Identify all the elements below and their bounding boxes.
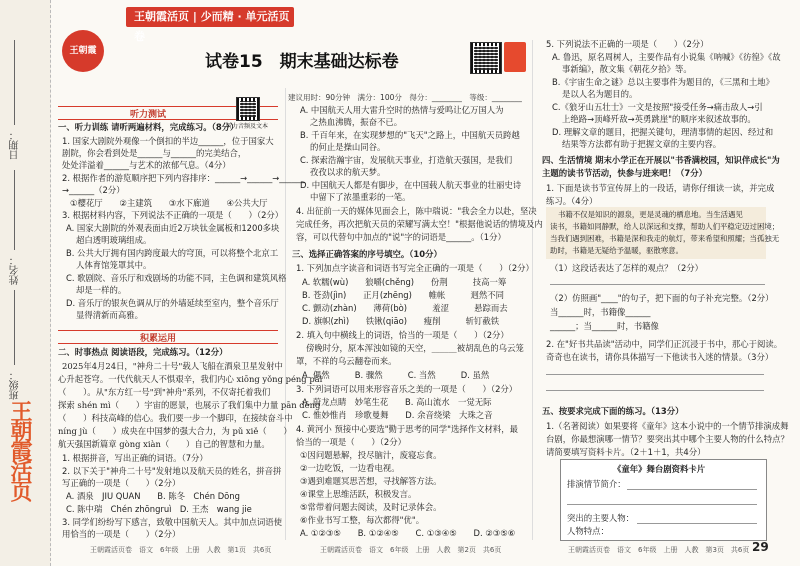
option-d-cont: 结果等方法都有助于把握文章的主要内容。 — [562, 139, 722, 149]
passage-line: 书籍不仅是知识的源泉，更是灵魂的栖息地。当生活遇见 — [558, 210, 743, 219]
card-field-label: 排演情节简介： — [567, 479, 626, 489]
question-text: 用恰当的一项是（ ）（2分） — [62, 529, 181, 539]
qr-code-icon[interactable] — [470, 42, 502, 74]
question-text: （1）这段话表达了怎样的观点？（2分） — [550, 263, 704, 273]
passage-line: 2025年4月24日，"神舟二十号"载人飞船在酒泉卫星发射中 — [62, 361, 283, 371]
question-sentence: 罩，不祥的乌云翻卷而来。 — [296, 356, 397, 366]
name-label: 姓名： — [10, 255, 21, 285]
banner-brand2: 活页 — [167, 10, 189, 23]
list-item: ③遇到难题冥思苦想，寻找解答方法。 — [300, 476, 442, 486]
section-heading-accumulation: 积累运用 — [140, 334, 177, 344]
option-c: C.《狼牙山五壮士》一文是按照"接受任务→痛击敌人→引 — [552, 102, 763, 112]
question-text: 奇奇也在读书，请你具体描写一下他读书入迷的情景。（3分） — [546, 352, 774, 362]
option-a: A. 国家大剧院的外观表面由近2万块钛金属板和1200多块 — [66, 223, 280, 233]
question-text: 2. 以下关于"神舟二十号"发射地以及航天员的姓名，拼音拼 — [62, 466, 282, 476]
qr-tag-icon — [504, 42, 526, 72]
question-text: 2. 填入句中横线上的词语，恰当的一项是（ ）（2分） — [296, 330, 509, 340]
question-text: 处处洋溢着______与艺术的浓郁气息。（4分） — [62, 160, 231, 170]
option-row: C. 惟妙惟肖 珍歌曼舞 D. 余音绕梁 大珠之音 — [302, 410, 493, 420]
answer-line[interactable] — [546, 374, 764, 375]
option-a: A. 软糯(wù) 狼嚼(chěng) 份荆 技高一筹 — [302, 277, 507, 287]
audio-qr-icon[interactable] — [236, 97, 260, 121]
option-a-cont: 超白透明玻璃组成。 — [76, 235, 152, 245]
question-text: 剧院，你会看到处是______与______的完美结合， — [62, 148, 247, 158]
passage-line: （ ）科技高峰的信心。我们要一步一个脚印，在接续奋斗中 — [58, 413, 293, 423]
question-text: 台剧，你最想演哪一情节？要突出其中哪个主要人物的什么特点？ — [546, 434, 789, 444]
date-line — [14, 40, 15, 125]
option-d: D. 中国航天人都是有脚步，在中国载人航天事业的壮丽史诗 — [300, 180, 522, 190]
option-row: A. 偶然 B. 骤然 C. 当然 D. 虽然 — [302, 370, 490, 380]
option-row: A. ①②③⑤ B. ①②④⑤ C. ①③④⑤ D. ②③⑤⑥ — [300, 528, 516, 538]
passage-line: 心升起苍穹。一代代航天人不惧艰辛，我们内心 xiōng yǒng péng pài — [58, 374, 323, 384]
list-item: ①因问题悬解，投尽脑汁，废寝忘食。 — [300, 450, 442, 460]
card-field-label: 突出的主要人物： — [567, 513, 634, 523]
option-d: D. 理解文章的题目，把握关键句，理清事情的起因、经过和 — [552, 127, 774, 137]
list-item: ⑤常带着问题去阅读，及时记录体会。 — [300, 502, 442, 512]
question-text: 3. 根据材料内容，下列说法不正确的一项是（ ）（2分） — [62, 210, 284, 220]
option-c: C. 探索浩瀚宇宙，发展航天事业，打造航天强国，是我们 — [300, 155, 513, 165]
question-text: 1. 下列加点字读音和词语书写完全正确的一项是（ ）（2分） — [296, 263, 534, 273]
question-text: 1. 下面是读书节宣传屏上的一段话，请你仔细读一读，并完成 — [546, 183, 775, 193]
option-c: C. 颤动(zhàn) 薄荷(bò) 羞涩 悬踪而去 — [302, 303, 508, 313]
passage-line: （ ）。从"东方红一号"到"神舟"系列，不仅寄托着我们 — [58, 387, 271, 397]
passage-line: 当我们遇到困难，书籍是深和我走的航灯，带来希望和照耀；当孤独无 — [550, 234, 780, 243]
info-card — [560, 459, 767, 541]
question-text: 1. 根据拼音，写出正确的词语。（7分） — [62, 453, 208, 463]
option-row: C. 陈中瑞 Chén zhōngruì D. 王杰 wang jie — [66, 504, 252, 514]
option-a: A. 中国航天人用大雷升空时的热情与爱鸣让亿万国人为 — [300, 105, 504, 115]
option-c: C. 歌剧院、音乐厅和戏剧场的功能不同，主色调和建筑风格 — [66, 273, 287, 283]
class-label: 班级： — [10, 370, 21, 400]
section-heading-life: 四、生活情境 期末小学正在开展以"书香满校园，知识伴成长"为 — [542, 155, 780, 165]
question-heading: 二、时事热点 阅读语段，完成练习。（12分） — [58, 347, 228, 357]
question-text: 写正确的一项是（ ）（2分） — [62, 478, 181, 488]
page-footer: 王朝霞活页卷 语文 6年级 上册 人教 第1页 共6页 — [90, 546, 272, 554]
question-text: →______（2分） — [62, 185, 125, 195]
card-field-label: 人物特点： — [567, 526, 609, 536]
column-divider — [285, 88, 286, 540]
page-footer: 王朝霞活页卷 语文 6年级 上册 人教 第2页 共6页 — [320, 546, 502, 554]
option-c-cont: 上绝路→顶峰歼敌→英勇跳崖"的顺序来叙述故事的。 — [562, 114, 756, 124]
list-item: ②一边吃饭，一边看电视。 — [300, 463, 400, 473]
section-heading-listening: 听力测试 — [130, 110, 167, 120]
option-c-cont: 却是一样的。 — [76, 285, 127, 295]
option-b: B. 公共大厅拥有国内跨度最大的穹顶，可以将整个北京工 — [66, 248, 279, 258]
brand-seal-logo: 王朝霞 — [62, 30, 104, 72]
option-b-cont: 的何止是操山同谷。 — [310, 142, 386, 152]
date-label: 日期： — [10, 130, 21, 160]
class-line — [14, 290, 15, 365]
option-b-cont: 是以人名为题目的。 — [562, 89, 638, 99]
passage-line: níng jù（ ）成央在中国梦的强大合力，为 pǔ xiě（ ） — [58, 426, 292, 436]
column-divider — [532, 40, 533, 540]
question-heading: 一、听力训练 请听两遍材料，完成练习。（8分） — [58, 122, 239, 132]
question-text: 请简要填写资料卡片。（2＋1＋1，共4分） — [546, 447, 706, 457]
question-text: 4. 出征前一天的媒体见面会上，陈中瑞说："我会全力以赴，坚决 — [296, 206, 537, 216]
option-a: A. 鲁迅，原名周树人，主要作品有小说集《呐喊》《彷徨》《故 — [552, 52, 781, 62]
section-heading-life-cont: 主题的读书节活动，快参与进来吧！（7分） — [542, 168, 707, 178]
question-sentence: 傍晚时分，原本浑浊如镜的天空，______被胡乱色的乌云笼 — [306, 343, 524, 353]
banner-brand: 王朝霞 — [134, 10, 167, 23]
question-text: 恰当的一项是（ ）（2分） — [296, 437, 407, 447]
question-text: 2. 根据作者的游览顺序把下列内容排序：______→______→______ — [62, 173, 305, 183]
question-text: 完成任务，再次把航天员的荣耀写满太空！"根据他说话的情境及内 — [296, 219, 543, 229]
question-text: 容，可以代替句中加点的"说"字的词语是______。（1分） — [296, 232, 506, 242]
option-c-cont: 孜孜以求的航天梦。 — [310, 167, 386, 177]
question-text: 1. 国家大剧院外观像一个倒扣的半边______，位于国家大 — [62, 136, 274, 146]
list-item: ④课堂上思维活跃，积极发言。 — [300, 489, 417, 499]
question-text: （2）仿照画"____"的句子，把下面的句子补充完整。（2分） — [550, 293, 774, 303]
fill-in-line[interactable]: ______；当______时，书籍像 — [550, 321, 659, 331]
option-a-cont: 之热血沸腾，振奋不已。 — [310, 117, 403, 127]
option-b-cont: 人体育馆笼罩其中。 — [76, 260, 152, 270]
option-d: D. 音乐厅的银灰色调从厅的外墙延续至室内，整个音乐厅 — [66, 298, 279, 308]
passage-line: 探索 shén mì（ ）宇宙的愿景，也展示了我们集中力量 pān dēng — [58, 400, 321, 410]
question-text: 3. 同学们纷纷写下感言，致敬中国航天人。其中加点词语使 — [62, 517, 283, 527]
question-options: ①樱花厅 ②主建筑 ③水下廊道 ④公共大厅 — [70, 198, 268, 208]
card-input-line[interactable] — [567, 504, 757, 505]
card-title: 《童年》舞台剧资料卡片 — [613, 464, 706, 474]
question-text: 1.（名著阅读）如果要将《童年》这本小说中的一个情节排演成舞 — [546, 421, 789, 431]
name-line — [14, 170, 15, 250]
card-input-line[interactable] — [637, 523, 757, 524]
page-number: 29 — [752, 540, 769, 554]
passage-line: 助时，书籍是无疑给予温暖，驱散寒意。 — [550, 246, 684, 255]
option-a-cont: 事新编》，散文集《朝花夕拾》等。 — [562, 64, 692, 74]
option-b: B. 千百年来，在实现梦想的"飞天"之路上，中国航天员跨越 — [300, 130, 520, 140]
answer-line[interactable] — [546, 390, 764, 391]
option-b: B.《宇宙生命之谜》总以主要事件为题目的，《三黑和土地》 — [552, 77, 774, 87]
option-row: A. 酒泉 JIU QUAN B. 陈冬 Chén Dōng — [66, 491, 240, 501]
question-text: 5. 下列说法不正确的一项是（ ）（2分） — [546, 39, 709, 49]
question-text: 4. 黄河小 预接中心要选"勤于思考的同学"选择作文材料，最 — [296, 424, 519, 434]
exam-info-bar: 建议用时：90分钟 满分：100分 得分：________ 等级：________ — [288, 93, 522, 102]
exam-title: 试卷15 期末基础达标卷 — [205, 52, 399, 72]
section-heading-choice: 三、选择正确答案的序号填空。（10分） — [292, 249, 442, 259]
option-d: D. 旗帜(zhì) 铁锹(qiāo) 瘦削 斩钉截铁 — [302, 316, 500, 326]
option-row: A. 蔚龙点睛 妙笔生花 B. 高山流水 一觉无际 — [302, 397, 492, 407]
option-b: B. 苍劲(jìn) 正月(zhēng) 帷帐 迥然不同 — [302, 290, 504, 300]
card-input-line[interactable] — [627, 489, 757, 490]
question-text: 2. 在"好书共品读"活动中，同学们正沉浸于书中，那心于阅读。 — [546, 339, 783, 349]
list-item: ⑥作业书写工整，每次都得"优"。 — [300, 515, 425, 525]
banner-series: 少而精 · 单元活页卷 — [134, 10, 290, 43]
question-text: 3. 下列词语可以用来形容音乐之美的一项是（ ）（2分） — [296, 384, 518, 394]
passage-line: 航天强国新篇章 gòng xiàn（ ）自己的智慧和力量。 — [58, 439, 270, 449]
answer-line[interactable] — [550, 284, 765, 285]
section-heading-exercise: 五、按要求完成下面的练习。（13分） — [542, 406, 684, 416]
option-d-cont: 显得清新而高雅。 — [76, 310, 143, 320]
left-binding-margin — [0, 0, 51, 566]
brand-vertical-logo: 王朝霞活页 — [7, 400, 33, 500]
passage-line: 读书，书籍如同静默，给人以深远和支撑，帮助人们平稳定迈过困境； — [550, 222, 780, 231]
page-footer: 王朝霞活页卷 语文 6年级 上册 人教 第3页 共6页 — [568, 546, 750, 554]
question-text: 练习。（4分） — [546, 196, 598, 206]
option-d-cont: 中留下了浓墨重彩的一笔。 — [310, 192, 411, 202]
fill-in-line[interactable]: 当______时，书籍像______ — [550, 307, 651, 317]
series-banner: 王朝霞活页 | 少而精 · 单元活页卷 — [126, 7, 294, 27]
qr-caption: 听力音频及文本 — [226, 123, 269, 130]
